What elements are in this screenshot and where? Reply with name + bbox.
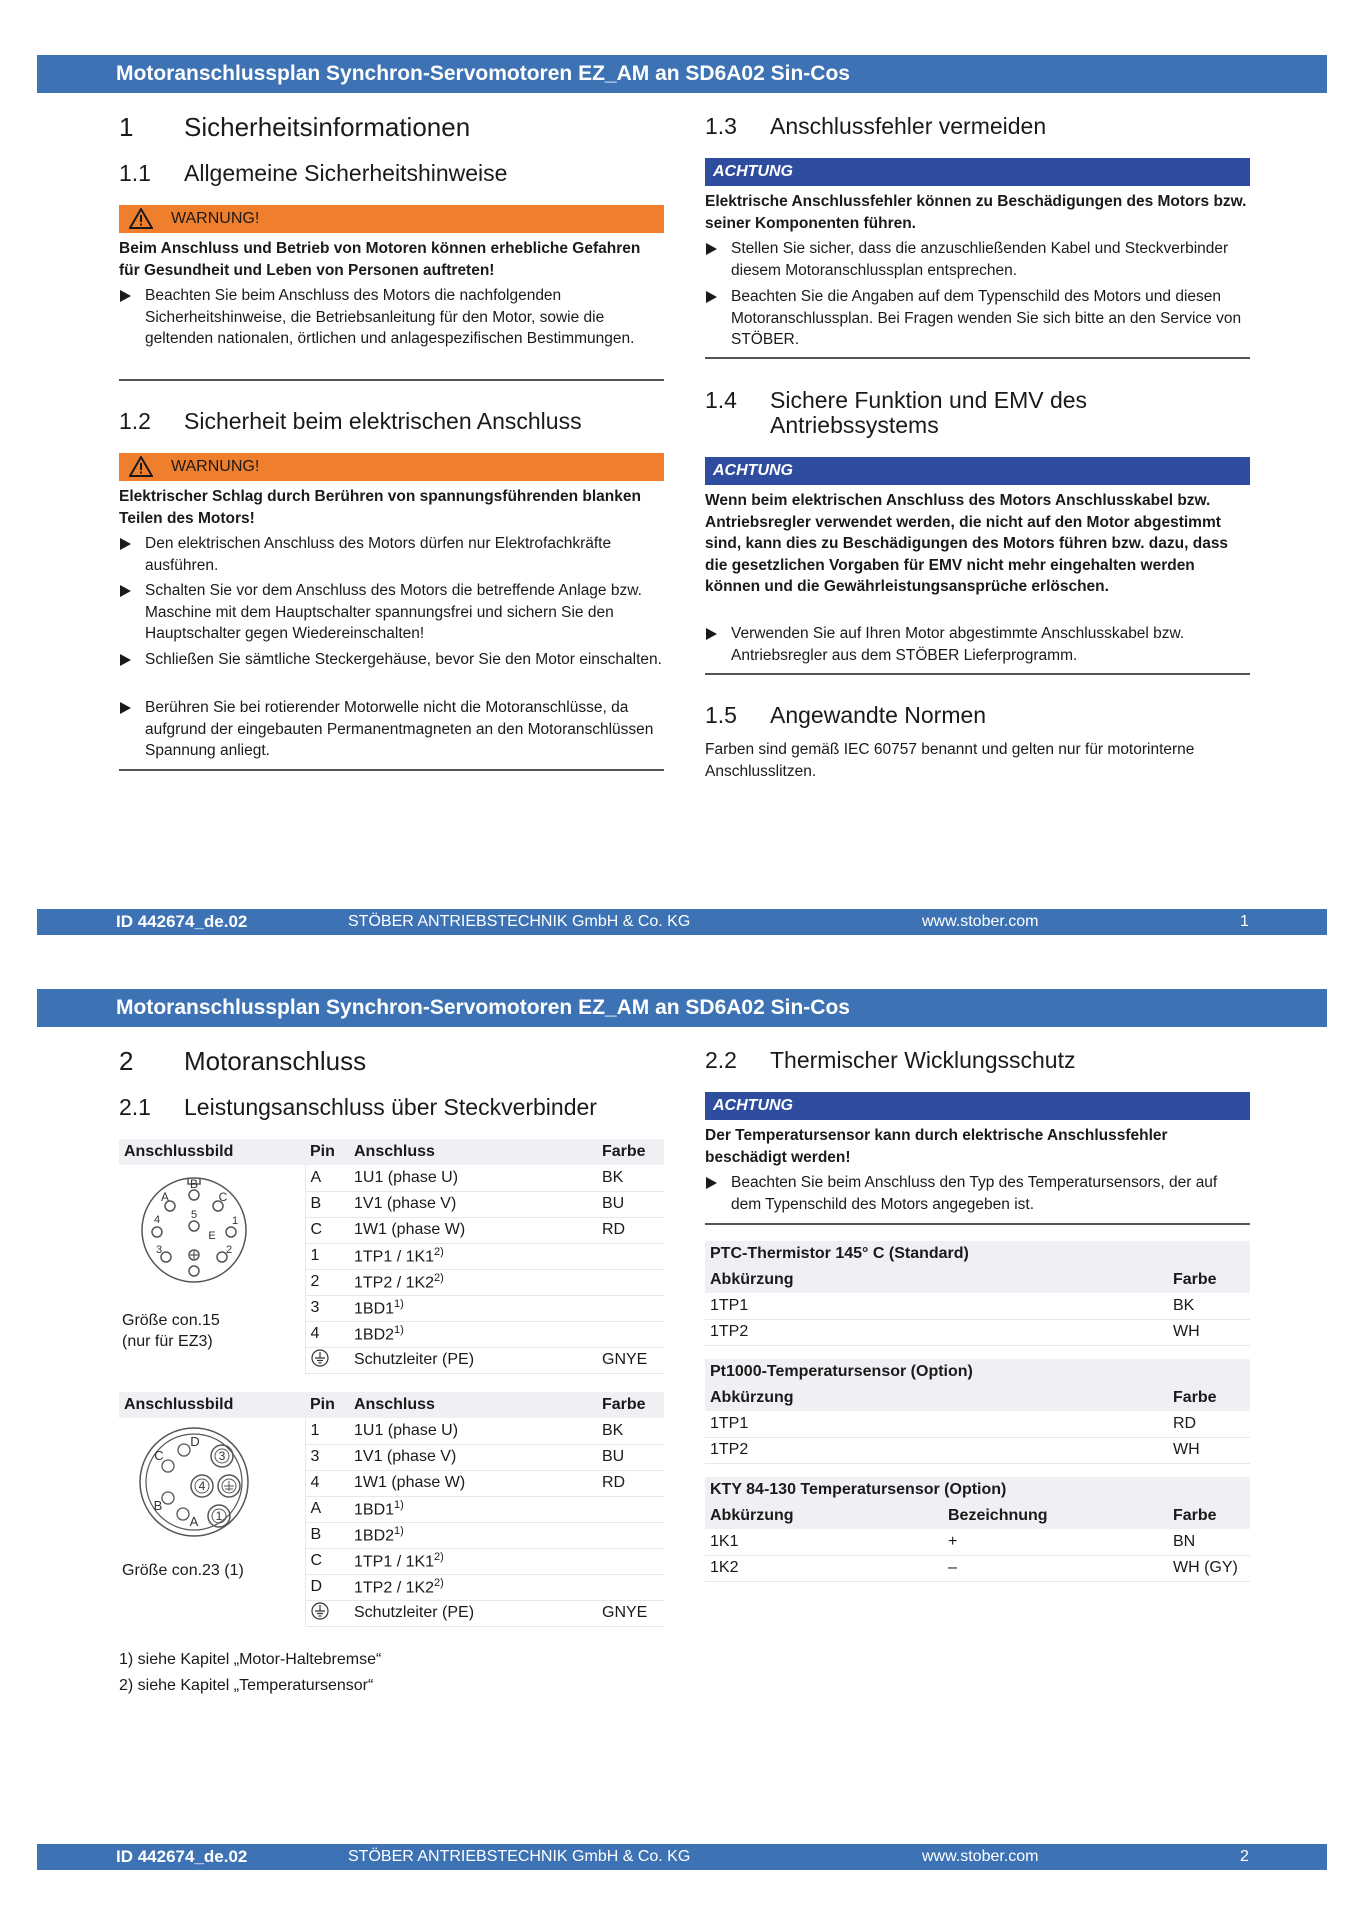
pin-cell: 4 — [305, 1321, 349, 1347]
col-header: Pin — [305, 1392, 349, 1418]
page-header: Motoranschlussplan Synchron-Servomotoren EZ_AM an SD6A02 Sin-Cos — [37, 55, 1327, 93]
pin-label: 3 — [155, 1244, 163, 1256]
section-title: 1 Sicherheitsinformationen — [119, 112, 471, 142]
color-cell: BK — [597, 1165, 664, 1191]
pin-label: D — [190, 1434, 200, 1449]
table-caption: Pt1000-Temperatursensor (Option) — [705, 1359, 1250, 1385]
footnote-ref: 2) — [434, 1245, 444, 1258]
col-header: Abkürzung — [705, 1385, 1168, 1411]
warning-banner: WARNUNG! — [119, 205, 664, 233]
color-cell — [597, 1295, 664, 1321]
connection-cell: 1U1 (phase U) — [349, 1418, 597, 1444]
pin-cell: B — [305, 1191, 349, 1217]
col-header: Farbe — [1168, 1267, 1250, 1293]
color-cell: BU — [597, 1444, 664, 1470]
pin-label: 3 — [218, 1449, 226, 1463]
divider — [119, 769, 664, 771]
color-cell — [597, 1496, 664, 1522]
connection-cell: 1V1 (phase V) — [349, 1191, 597, 1217]
list-item: Schließen Sie sämtliche Steckergehäuse, bevor Sie den Motor einschalten. — [119, 649, 664, 671]
warning-text: Beim Anschluss und Betrieb von Motoren können erhebliche Gefahren für Gesundheit und Leben von Personen auftreten! — [119, 240, 641, 279]
divider — [119, 379, 664, 381]
connection-cell: 1TP2 / 1K2$^{2)}$ — [349, 1269, 597, 1295]
warning-banner: WARNUNG! — [119, 453, 664, 481]
section-heading: 1.5 Angewandte Normen — [705, 702, 987, 728]
section-heading: 1.3 Anschlussfehler vermeiden — [705, 113, 1047, 139]
connection-cell: Schutzleiter (PE) — [349, 1347, 597, 1373]
pin-cell: 4 — [305, 1470, 349, 1496]
section-title: 2 Motoranschluss — [119, 1046, 367, 1076]
company-name: STÖBER ANTRIEBSTECHNIK GmbH & Co. KG — [348, 1848, 691, 1865]
table-row: 1TP2 WH — [705, 1319, 1250, 1345]
list-item: Den elektrischen Anschluss des Motors dürfen nur Elektrofachkräfte ausführen. — [119, 533, 664, 576]
color-cell: RD — [597, 1217, 664, 1243]
website-link[interactable]: www.stober.com — [922, 913, 1039, 930]
pin-cell: A — [305, 1496, 349, 1522]
color-cell — [597, 1522, 664, 1548]
pin-cell: D — [305, 1574, 349, 1600]
section-heading: 1.2 Sicherheit beim elektrischen Anschluss — [119, 408, 582, 434]
pin-label: 2 — [225, 1244, 233, 1256]
page-header: Motoranschlussplan Synchron-Servomotoren EZ_AM an SD6A02 Sin-Cos — [37, 989, 1327, 1027]
col-header: Anschlussbild — [119, 1139, 305, 1165]
pin-label: B — [189, 1177, 199, 1191]
list-item: Stellen Sie sicher, dass die anzuschließenden Kabel und Steckverbinder diesem Motoranschlussplan entsprechen. — [705, 238, 1250, 281]
table-row: 1K2 – WH (GY) — [705, 1555, 1250, 1581]
footnote-ref: 2) — [434, 1271, 444, 1284]
body-text: Farben sind gemäß IEC 60757 benannt und gelten nur für motorinterne Anschlusslitzen. — [705, 741, 1195, 780]
pin-label: A — [160, 1190, 170, 1204]
divider — [705, 1223, 1250, 1225]
pt1000-table — [705, 1359, 1250, 1464]
pin-label: E — [208, 1230, 216, 1242]
notice-text: Elektrische Anschlussfehler können zu Beschädigungen des Motors bzw. seiner Komponenten führen. — [705, 193, 1247, 232]
notice-banner: ACHTUNG — [705, 457, 1250, 485]
page-footer — [37, 1844, 1327, 1870]
col-header: Abkürzung — [705, 1267, 1168, 1293]
pin-label: C — [154, 1448, 164, 1463]
pin-label: 1 — [231, 1215, 239, 1227]
pin-label: A — [189, 1514, 199, 1529]
col-header: Farbe — [597, 1139, 664, 1165]
connector-con15-diagram — [139, 1175, 249, 1285]
warning-text: Elektrischer Schlag durch Berühren von spannungsführenden blanken Teilen des Motors! — [119, 488, 641, 527]
col-header: Bezeichnung — [943, 1503, 1168, 1529]
col-header: Anschluss — [349, 1139, 597, 1165]
connection-cell: 1V1 (phase V) — [349, 1444, 597, 1470]
col-header: Farbe — [597, 1392, 664, 1418]
pin-label: C — [218, 1190, 228, 1204]
color-cell — [597, 1574, 664, 1600]
warning-icon — [129, 208, 153, 229]
pin-cell: C — [305, 1548, 349, 1574]
warning-icon — [129, 456, 153, 477]
table-caption: PTC-Thermistor 145° C (Standard) — [705, 1241, 1250, 1267]
footnote-ref: 1) — [394, 1297, 404, 1310]
kty-table — [705, 1477, 1250, 1582]
col-header: Anschluss — [349, 1392, 597, 1418]
connection-cell: 1BD1$^{1)}$ — [349, 1496, 597, 1522]
list-item: Beachten Sie beim Anschluss des Motors die nachfolgenden Sicherheitshinweise, die Betriebsanleitung für den Motor, sowie die geltenden nationalen, örtlichen und anlagespezifischen Bestimmungen. — [119, 285, 664, 350]
col-header: Anschlussbild — [119, 1392, 305, 1418]
col-header: Farbe — [1168, 1503, 1250, 1529]
connector-diagram-cell — [119, 1165, 305, 1373]
color-cell: BK — [597, 1418, 664, 1444]
section-heading: 2.2 Thermischer Wicklungsschutz — [705, 1047, 1076, 1073]
section-heading: 1.4 Sichere Funktion und EMV des Antriebssystems — [705, 387, 1088, 438]
connector-caption: Größe con.15 (nur für EZ3) — [122, 1312, 220, 1350]
pin-cell: 1 — [305, 1243, 349, 1269]
footnote-ref: 2) — [434, 1576, 444, 1589]
color-cell: RD — [597, 1470, 664, 1496]
ground-icon — [311, 1602, 329, 1620]
pin-cell: A — [305, 1165, 349, 1191]
list-item: Beachten Sie die Angaben auf dem Typenschild des Motors und diesen Motoranschlussplan. Bei Fragen wenden Sie sich bitte an den Service von STÖBER. — [705, 286, 1250, 351]
table-caption: KTY 84-130 Temperatursensor (Option) — [705, 1477, 1250, 1503]
connection-cell: 1TP1 / 1K1$^{2)}$ — [349, 1243, 597, 1269]
document-id: ID 442674_de.02 — [116, 912, 248, 931]
pin-label: B — [153, 1498, 163, 1513]
page-2 — [0, 935, 1357, 1875]
section-heading: 1.1 Allgemeine Sicherheitshinweise — [119, 160, 508, 186]
connection-cell: 1BD2$^{1)}$ — [349, 1321, 597, 1347]
page-number: 2 — [1240, 1848, 1249, 1865]
divider — [705, 357, 1250, 359]
page-number: 1 — [1240, 913, 1249, 930]
pin-label: 4 — [153, 1214, 161, 1226]
notice-banner: ACHTUNG — [705, 1092, 1250, 1120]
connector-table-con23 — [119, 1392, 664, 1627]
list-item: Verwenden Sie auf Ihren Motor abgestimmte Anschlusskabel bzw. Antriebsregler aus dem STÖBER Lieferprogramm. — [705, 623, 1250, 666]
ptc-table — [705, 1241, 1250, 1346]
pin-cell: 3 — [305, 1295, 349, 1321]
connection-cell: 1TP2 / 1K2$^{2)}$ — [349, 1574, 597, 1600]
pin-cell: 1 — [305, 1418, 349, 1444]
footnote: 1) siehe Kapitel „Motor-Haltebremse“ — [119, 1651, 382, 1668]
pin-cell: 3 — [305, 1444, 349, 1470]
connector-caption: Größe con.23 (1) — [122, 1562, 244, 1579]
col-header: Abkürzung — [705, 1503, 943, 1529]
connection-cell: 1W1 (phase W) — [349, 1217, 597, 1243]
pin-cell: B — [305, 1522, 349, 1548]
connection-cell: 1W1 (phase W) — [349, 1470, 597, 1496]
connection-cell: 1U1 (phase U) — [349, 1165, 597, 1191]
pin-cell — [305, 1347, 349, 1373]
connection-cell: 1BD2$^{1)}$ — [349, 1522, 597, 1548]
pin-label: 4 — [198, 1479, 206, 1493]
color-cell — [597, 1269, 664, 1295]
pin-cell: C — [305, 1217, 349, 1243]
table-row: 1K1 + BN — [705, 1529, 1250, 1555]
footnote-ref: 1) — [394, 1323, 404, 1336]
notice-text: Wenn beim elektrischen Anschluss des Motors Anschlusskabel bzw. Antriebsregler verwendet werden, die nicht auf den Motor abgestimmt sind, kann dies zu Beschädigungen des Motors führen bzw. dazu, dass die gesetzlichen Vorgaben für EMV nicht mehr eingehalten werden können und die Gewährleistungsansprüche erlöschen. — [705, 492, 1229, 595]
section-heading: 2.1 Leistungsanschluss über Steckverbinder — [119, 1094, 597, 1120]
footnote: 2) siehe Kapitel „Temperatursensor“ — [119, 1677, 374, 1694]
divider — [705, 673, 1250, 675]
connector-table-con15 — [119, 1139, 664, 1374]
color-cell — [597, 1548, 664, 1574]
website-link[interactable]: www.stober.com — [922, 1848, 1039, 1865]
page-footer — [37, 909, 1327, 935]
connection-cell: 1TP1 / 1K1$^{2)}$ — [349, 1548, 597, 1574]
connector-diagram-cell — [119, 1418, 305, 1626]
table-row: 1TP1 RD — [705, 1411, 1250, 1437]
color-cell — [597, 1321, 664, 1347]
company-name: STÖBER ANTRIEBSTECHNIK GmbH & Co. KG — [348, 913, 691, 930]
footnote-ref: 1) — [394, 1498, 404, 1511]
pin-cell: 2 — [305, 1269, 349, 1295]
pin-label: 5 — [190, 1209, 198, 1221]
table-row: 1TP2 WH — [705, 1437, 1250, 1463]
connector-con23-diagram — [137, 1422, 252, 1542]
color-cell — [597, 1243, 664, 1269]
table-row: 1TP1 BK — [705, 1293, 1250, 1319]
pin-cell — [305, 1600, 349, 1626]
notice-banner: ACHTUNG — [705, 158, 1250, 186]
color-cell: GNYE — [597, 1347, 664, 1373]
ground-icon — [311, 1349, 329, 1367]
color-cell: GNYE — [597, 1600, 664, 1626]
col-header: Pin — [305, 1139, 349, 1165]
list-item: Schalten Sie vor dem Anschluss des Motors die betreffende Anlage bzw. Maschine mit dem Hauptschalter spannungsfrei und sichern Sie den Hauptschalter gegen Wiedereinschalten! — [119, 580, 664, 645]
page-1 — [0, 0, 1357, 940]
color-cell: BU — [597, 1191, 664, 1217]
footnote-ref: 2) — [434, 1550, 444, 1563]
connection-cell: Schutzleiter (PE) — [349, 1600, 597, 1626]
list-item: Beachten Sie beim Anschluss den Typ des Temperatursensors, der auf dem Typenschild des Motors angegeben ist. — [705, 1172, 1250, 1215]
connection-cell: 1BD1$^{1)}$ — [349, 1295, 597, 1321]
notice-text: Der Temperatursensor kann durch elektrische Anschlussfehler beschädigt werden! — [705, 1127, 1168, 1166]
col-header: Farbe — [1168, 1385, 1250, 1411]
footnote-ref: 1) — [394, 1524, 404, 1537]
list-item: Berühren Sie bei rotierender Motorwelle nicht die Motoranschlüsse, da aufgrund der eingebauten Permanentmagneten an den Motoranschlüssen Spannung anliegt. — [119, 697, 664, 762]
pin-label: 1 — [215, 1509, 223, 1523]
document-id: ID 442674_de.02 — [116, 1847, 248, 1866]
